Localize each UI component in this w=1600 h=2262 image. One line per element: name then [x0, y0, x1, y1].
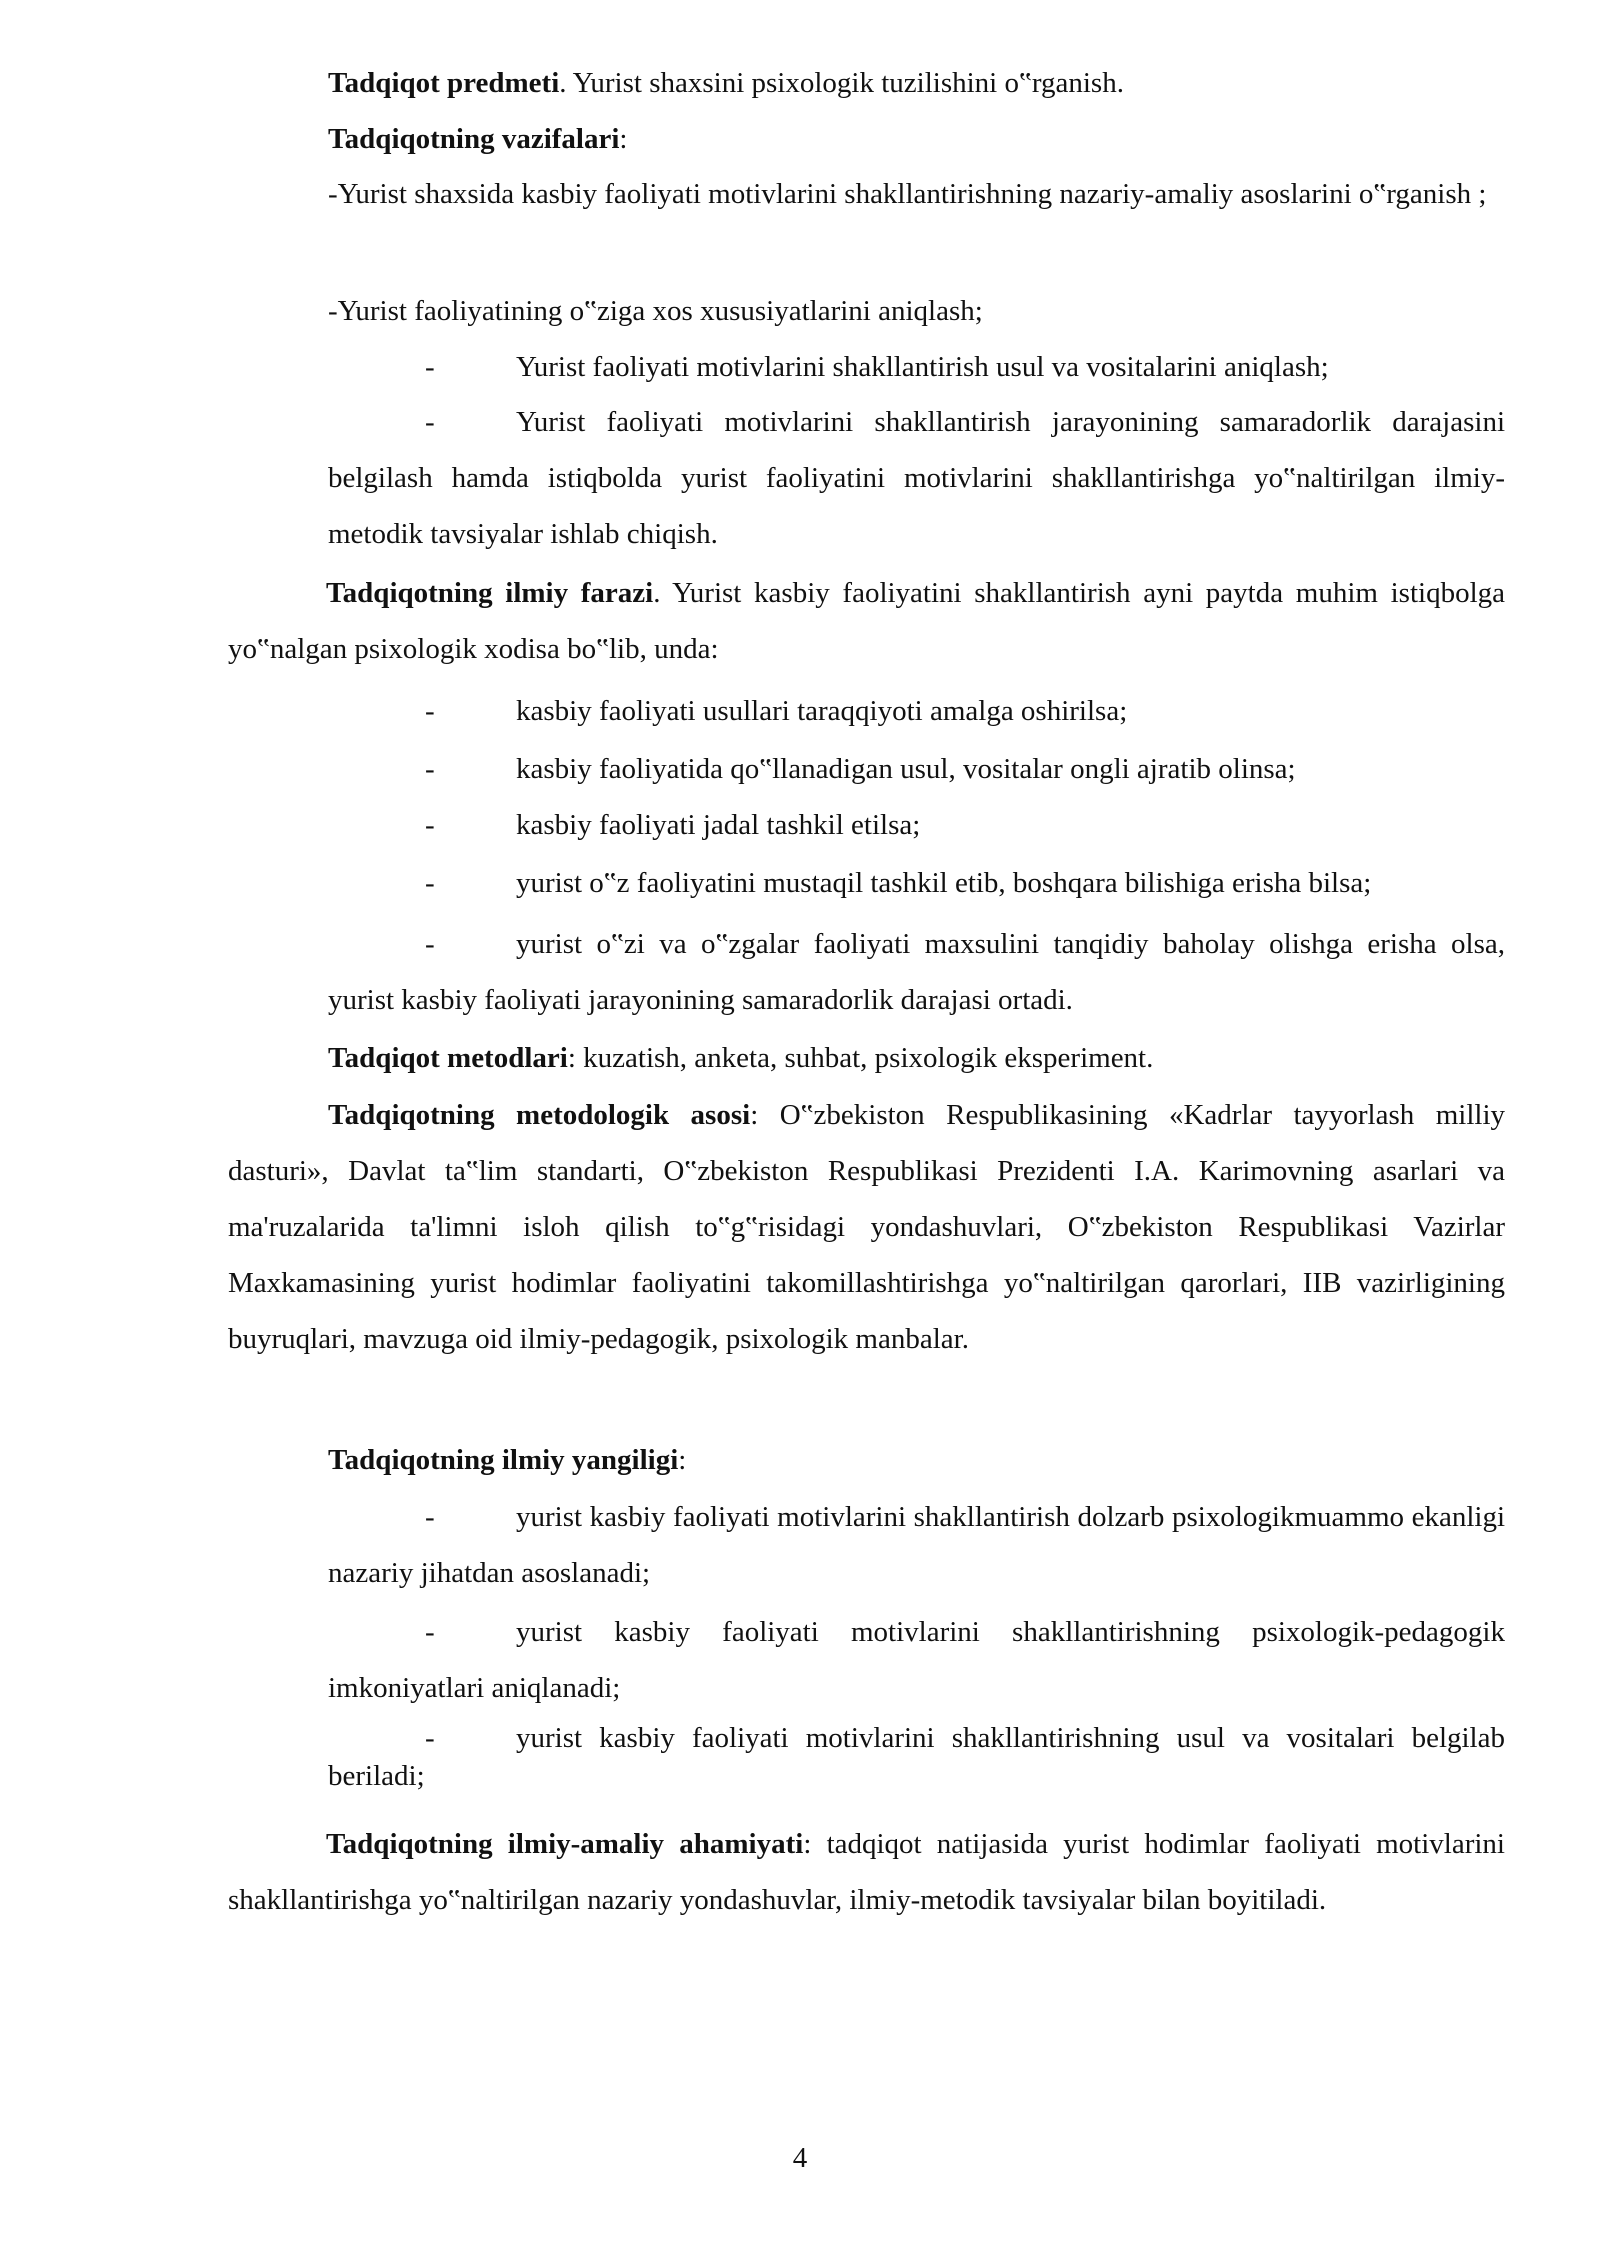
ahamiyat-label: Tadqiqotning ilmiy-amaliy ahamiyati [326, 1828, 804, 1860]
asos-para [228, 1087, 1505, 1367]
list-dash: - [425, 753, 435, 785]
list-dash: - [425, 809, 435, 841]
faraz-text-1: kasbiy faoliyati usullari taraqqiyoti amalga oshirilsa; [516, 695, 1128, 727]
asos-text: : O‟zbekiston Respublikasining «Kadrlar tayyorlash milliy dasturi», Davlat ta‟lim standarti, O‟zbekiston Respublikasi Prezidenti I.A. Karimovning asarlari va ma'ruzalarida ta'limni isloh qilish to‟g‟risidagi yondashuvlari, O‟zbekiston Respublikasi Vazirlar Maxkamasining yurist hodimlar faoliyatini takomillashtirishga yo‟naltirilgan qarorlari, IIB vazirligining buyruqlari, mavzuga oid ilmiy-pedagogik, psixologik manbalar. [228, 1099, 1505, 1355]
vazifa-text-4: Yurist faoliyati motivlarini shakllantirish jarayonining samaradorlik darajasini belgilash hamda istiqbolda yurist faoliyatini motivlarini shakllantirishga yo‟naltirilgan ilmiy-metodik tavsiyalar ishlab chiqish. [328, 406, 1505, 550]
paragraph-metodlari [328, 1030, 1505, 1086]
yangilik-item-2 [328, 1604, 1505, 1716]
list-dash: - [425, 1501, 435, 1533]
faraz-text-5: yurist o‟zi va o‟zgalar faoliyati maxsulini tanqidiy baholay olishga erisha olsa, yurist kasbiy faoliyati jarayonining samaradorlik darajasi ortadi. [328, 928, 1505, 1016]
farazi-para [228, 565, 1505, 677]
farazi-text: . Yurist kasbiy faoliyatini shakllantirish ayni paytda muhim istiqbolga yo‟nalgan psixologik xodisa bo‟lib, unda: [228, 577, 1506, 665]
ahamiyat-para [228, 1816, 1505, 1928]
list-dash: - [425, 351, 435, 383]
paragraph-farazi [228, 565, 1505, 677]
faraz-text-2: kasbiy faoliyatida qo‟llanadigan usul, vositalar ongli ajratib olinsa; [516, 753, 1296, 785]
paragraph-predmet [328, 55, 1505, 111]
paragraph-vazifalar [328, 111, 1505, 167]
yangilik-text-1: yurist kasbiy faoliyati motivlarini shakllantirish dolzarb psixologikmuammo ekanligi nazariy jihatdan asoslanadi; [328, 1501, 1505, 1589]
vazifalar-colon: : [619, 123, 628, 155]
vazifa-text-3: Yurist faoliyati motivlarini shakllantirish usul va vositalarini aniqlash; [516, 351, 1329, 383]
vazifa-text-2: -Yurist faoliyatining o‟ziga xos xususiyatlarini aniqlash; [328, 295, 983, 327]
yangilik-text-3: yurist kasbiy faoliyati motivlarini shakllantirishning usul va vositalari belgilab beriladi; [328, 1722, 1505, 1792]
asos-label: Tadqiqotning metodologik asosi [328, 1099, 751, 1131]
metod-text: : kuzatish, anketa, suhbat, psixologik eksperiment. [567, 1042, 1154, 1074]
paragraph-yangilik [328, 1432, 1505, 1488]
vazifa-item-2 [328, 283, 1505, 339]
faraz-item-5 [328, 916, 1505, 1028]
yangilik-text-2: yurist kasbiy faoliyati motivlarini shakllantirishning psixologik-pedagogik imkoniyatlari aniqlanadi; [328, 1616, 1505, 1704]
metod-label: Tadqiqot metodlari [328, 1042, 568, 1074]
list-dash: - [425, 1616, 435, 1648]
list-dash: - [425, 406, 435, 438]
list-dash: - [425, 867, 435, 899]
yangilik-item-3 [328, 1719, 1505, 1795]
paragraph-asos [228, 1087, 1505, 1367]
faraz-text-3: kasbiy faoliyati jadal tashkil etilsa; [516, 809, 921, 841]
vazifalar-label: Tadqiqotning vazifalari [328, 123, 620, 155]
predmet-text: . Yurist shaxsini psixologik tuzilishini o‟rganish. [559, 67, 1124, 99]
yangilik-item-1 [328, 1489, 1505, 1601]
farazi-label: Tadqiqotning ilmiy farazi [326, 577, 654, 609]
list-dash: - [425, 695, 435, 727]
ahamiyat-text: : tadqiqot natijasida yurist hodimlar faoliyati motivlarini shakllantirishga yo‟naltirilgan nazariy yondashuvlar, ilmiy-metodik tavsiyalar bilan boyitiladi. [228, 1828, 1505, 1916]
page-number: 4 [792, 2142, 808, 2174]
vazifa-item-1 [228, 166, 1505, 222]
vazifa-item-4 [328, 394, 1505, 562]
yangilik-colon: : [678, 1444, 687, 1476]
list-dash: - [425, 1722, 435, 1754]
vazifa-text-1: -Yurist shaxsida kasbiy faoliyati motivlarini shakllantirishning nazariy-amaliy asoslarini o‟rganish ; [328, 178, 1487, 210]
list-dash: - [425, 928, 435, 960]
faraz-text-4: yurist o‟z faoliyatini mustaqil tashkil etib, boshqara bilishiga erisha bilsa; [516, 867, 1372, 899]
yangilik-label: Tadqiqotning ilmiy yangiligi [328, 1444, 679, 1476]
paragraph-ahamiyat [228, 1816, 1505, 1928]
predmet-label: Tadqiqot predmeti [328, 67, 560, 99]
